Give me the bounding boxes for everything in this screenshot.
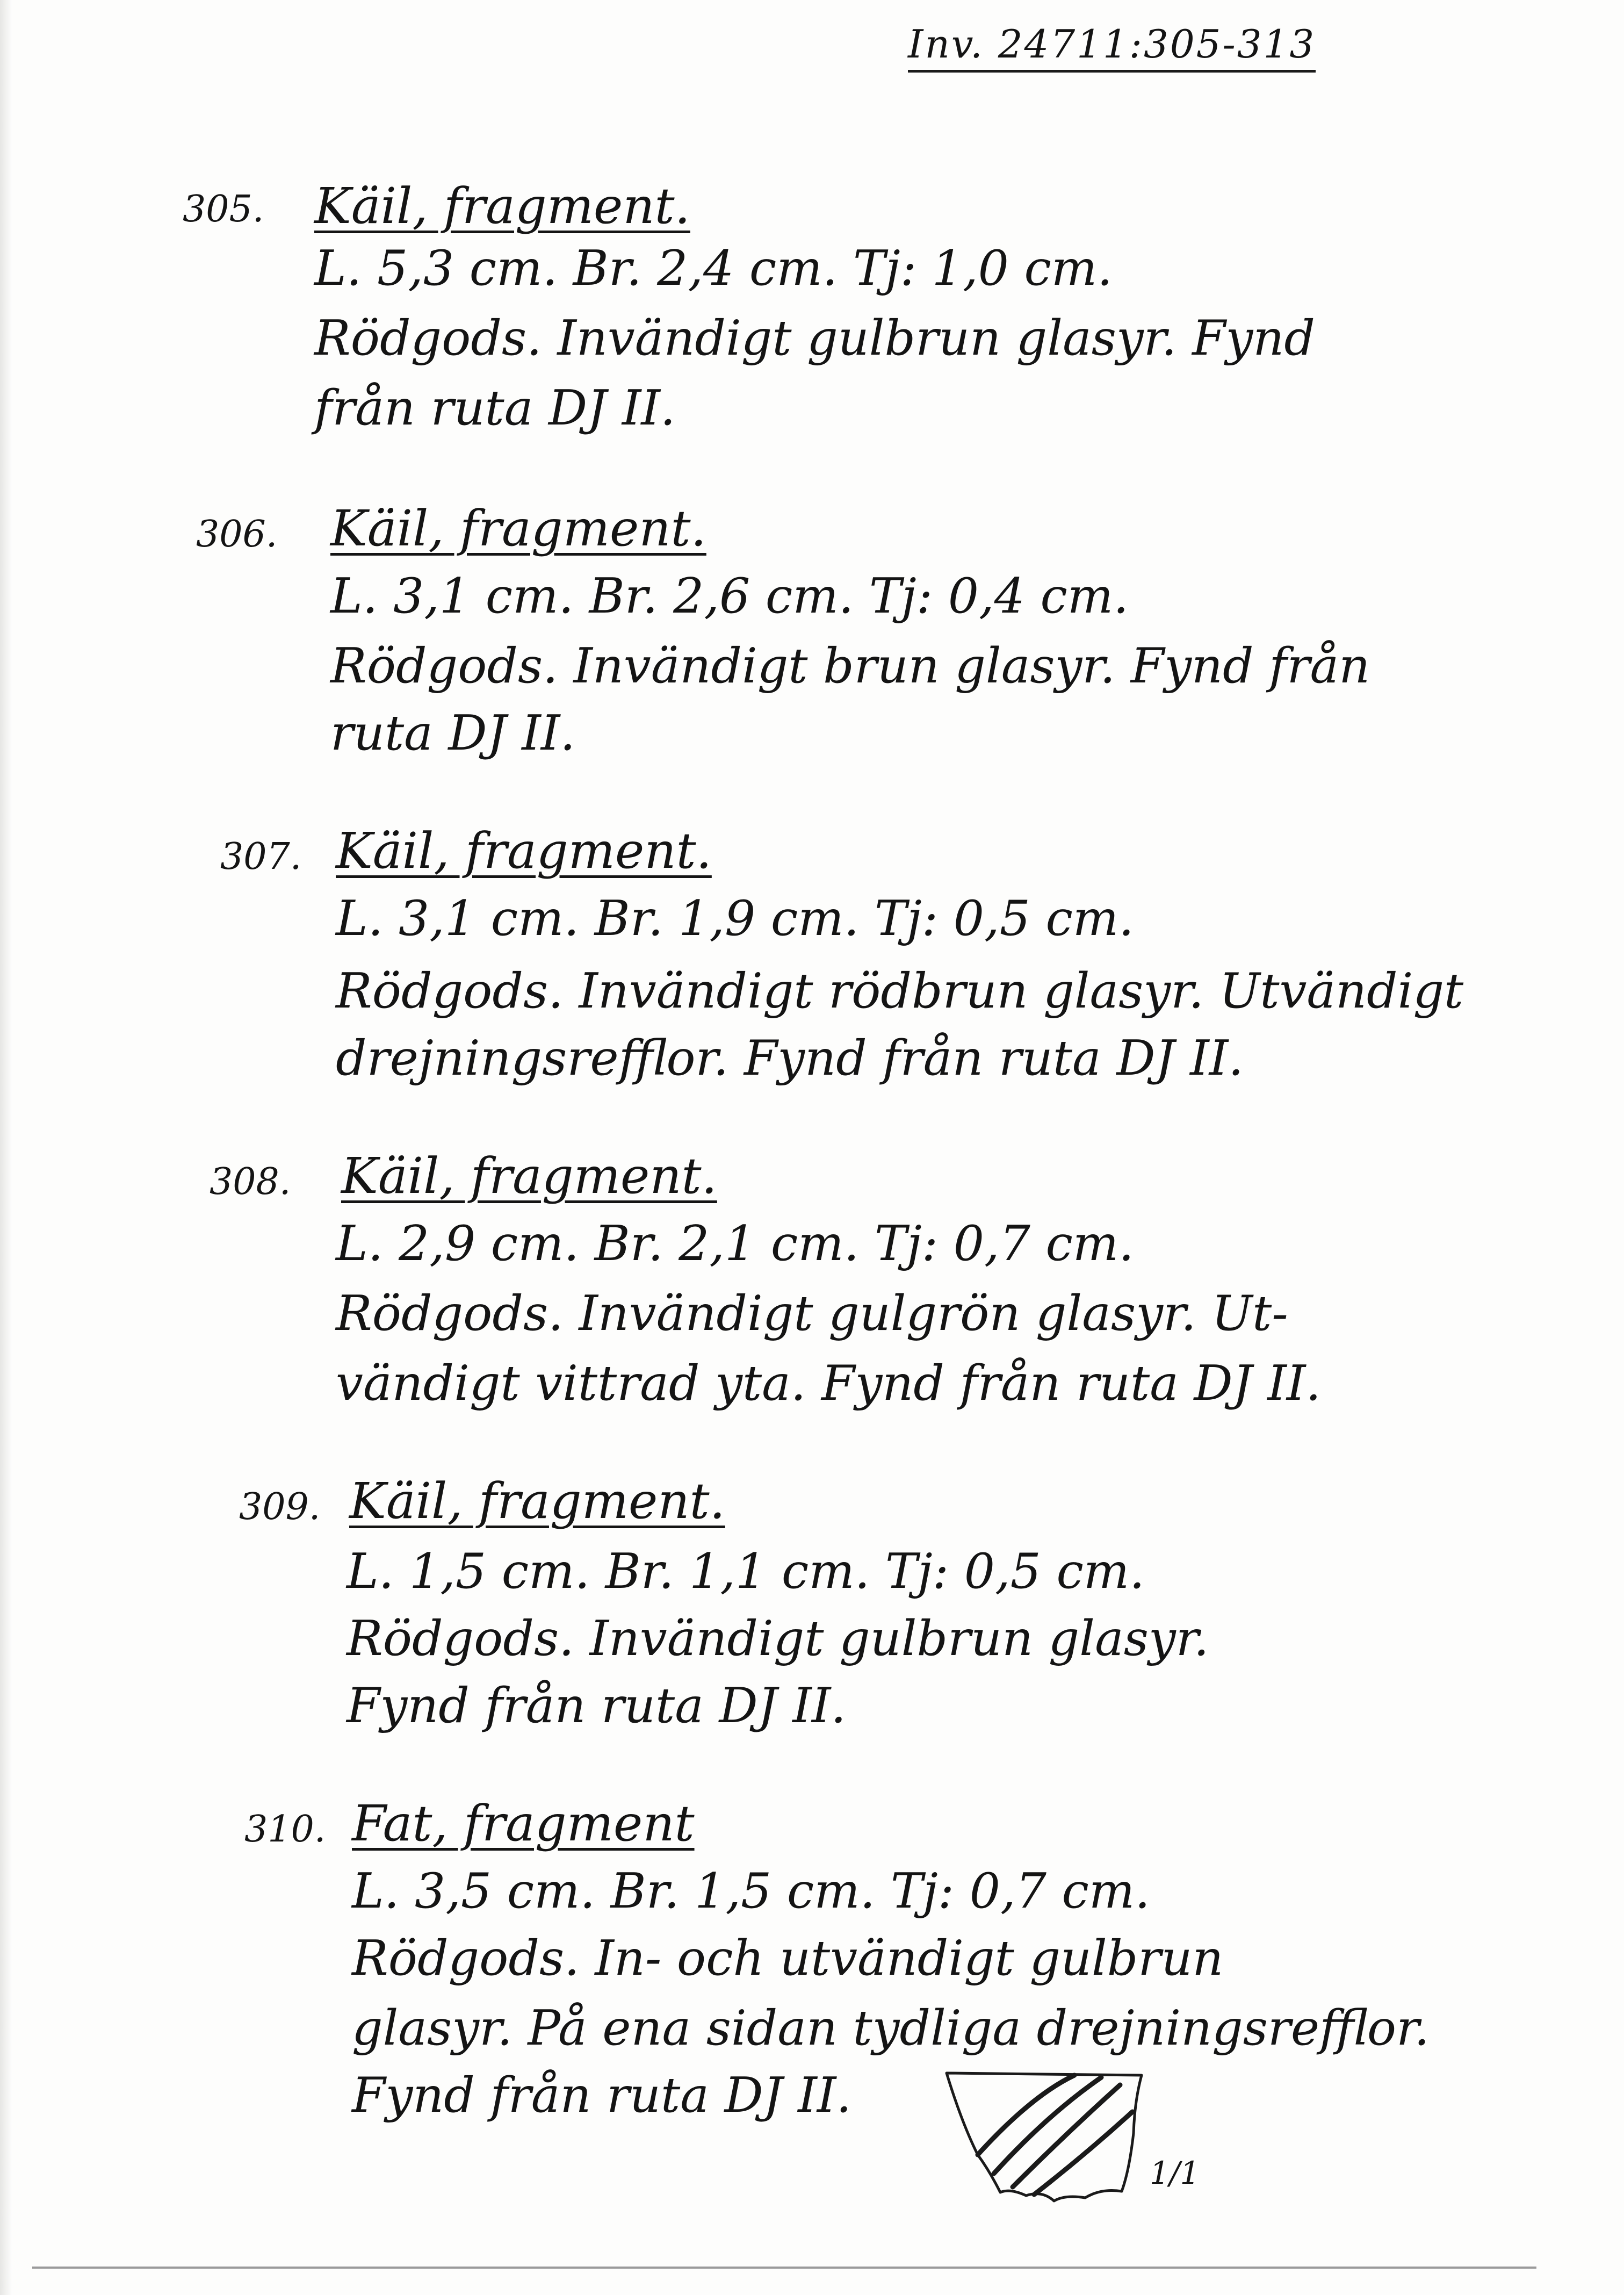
entry-measurements: L. 2,9 cm. Br. 2,1 cm. Tj: 0,7 cm. [336, 1215, 1134, 1272]
entry-description: från ruta DJ II. [314, 380, 676, 436]
page-binding-shadow [0, 0, 12, 2295]
entry-title: Käil, fragment. [330, 500, 706, 557]
entry-number: 308. [210, 1161, 291, 1203]
entry-number: 306. [196, 513, 278, 556]
entry-title: Fat, fragment [352, 1795, 695, 1852]
entry-description: glasyr. På ena sidan tydliga drejningsrefflor. [352, 2000, 1430, 2056]
entry-description: vändigt vittrad yta. Fynd från ruta DJ II. [336, 1355, 1322, 1412]
entry-description: Fynd från ruta DJ II. [352, 2067, 852, 2124]
page-bottom-edge [32, 2267, 1536, 2269]
entry-number: 305. [183, 188, 264, 231]
entry-title: Käil, fragment. [314, 177, 690, 235]
entry-measurements: L. 3,5 cm. Br. 1,5 cm. Tj: 0,7 cm. [352, 1863, 1150, 1919]
entry-number: 307. [220, 836, 302, 878]
entry-description: Rödgods. Invändigt gulbrun glasyr. [347, 1610, 1209, 1667]
inventory-number: Inv. 24711:305-313 [908, 21, 1316, 73]
entry-measurements: L. 5,3 cm. Br. 2,4 cm. Tj: 1,0 cm. [314, 240, 1113, 297]
entry-measurements: L. 3,1 cm. Br. 1,9 cm. Tj: 0,5 cm. [336, 890, 1134, 947]
entry-description: Rödgods. Invändigt gulbrun glasyr. Fynd [314, 310, 1315, 366]
entry-measurements: L. 3,1 cm. Br. 2,6 cm. Tj: 0,4 cm. [330, 568, 1129, 624]
entry-number: 309. [239, 1486, 321, 1528]
entry-description: Rödgods. Invändigt brun glasyr. Fynd från [330, 638, 1370, 694]
entry-title: Käil, fragment. [341, 1147, 717, 1205]
entry-number: 310. [244, 1808, 326, 1851]
entry-description: Fynd från ruta DJ II. [347, 1678, 847, 1734]
entry-description: drejningsrefflor. Fynd från ruta DJ II. [336, 1030, 1244, 1087]
entry-measurements: L. 1,5 cm. Br. 1,1 cm. Tj: 0,5 cm. [347, 1543, 1145, 1600]
entry-title: Käil, fragment. [349, 1472, 725, 1530]
entry-description: Rödgods. In- och utvändigt gulbrun [352, 1930, 1224, 1987]
entry-description: ruta DJ II. [330, 705, 575, 761]
entry-title: Käil, fragment. [336, 822, 712, 880]
sketch-scale-label: 1/1 [1150, 2155, 1200, 2191]
entry-description: Rödgods. Invändigt gulgrön glasyr. Ut- [336, 1285, 1288, 1342]
entry-description: Rödgods. Invändigt rödbrun glasyr. Utvändigt [336, 963, 1464, 1019]
sherd-sketch-drawing [940, 2063, 1144, 2203]
